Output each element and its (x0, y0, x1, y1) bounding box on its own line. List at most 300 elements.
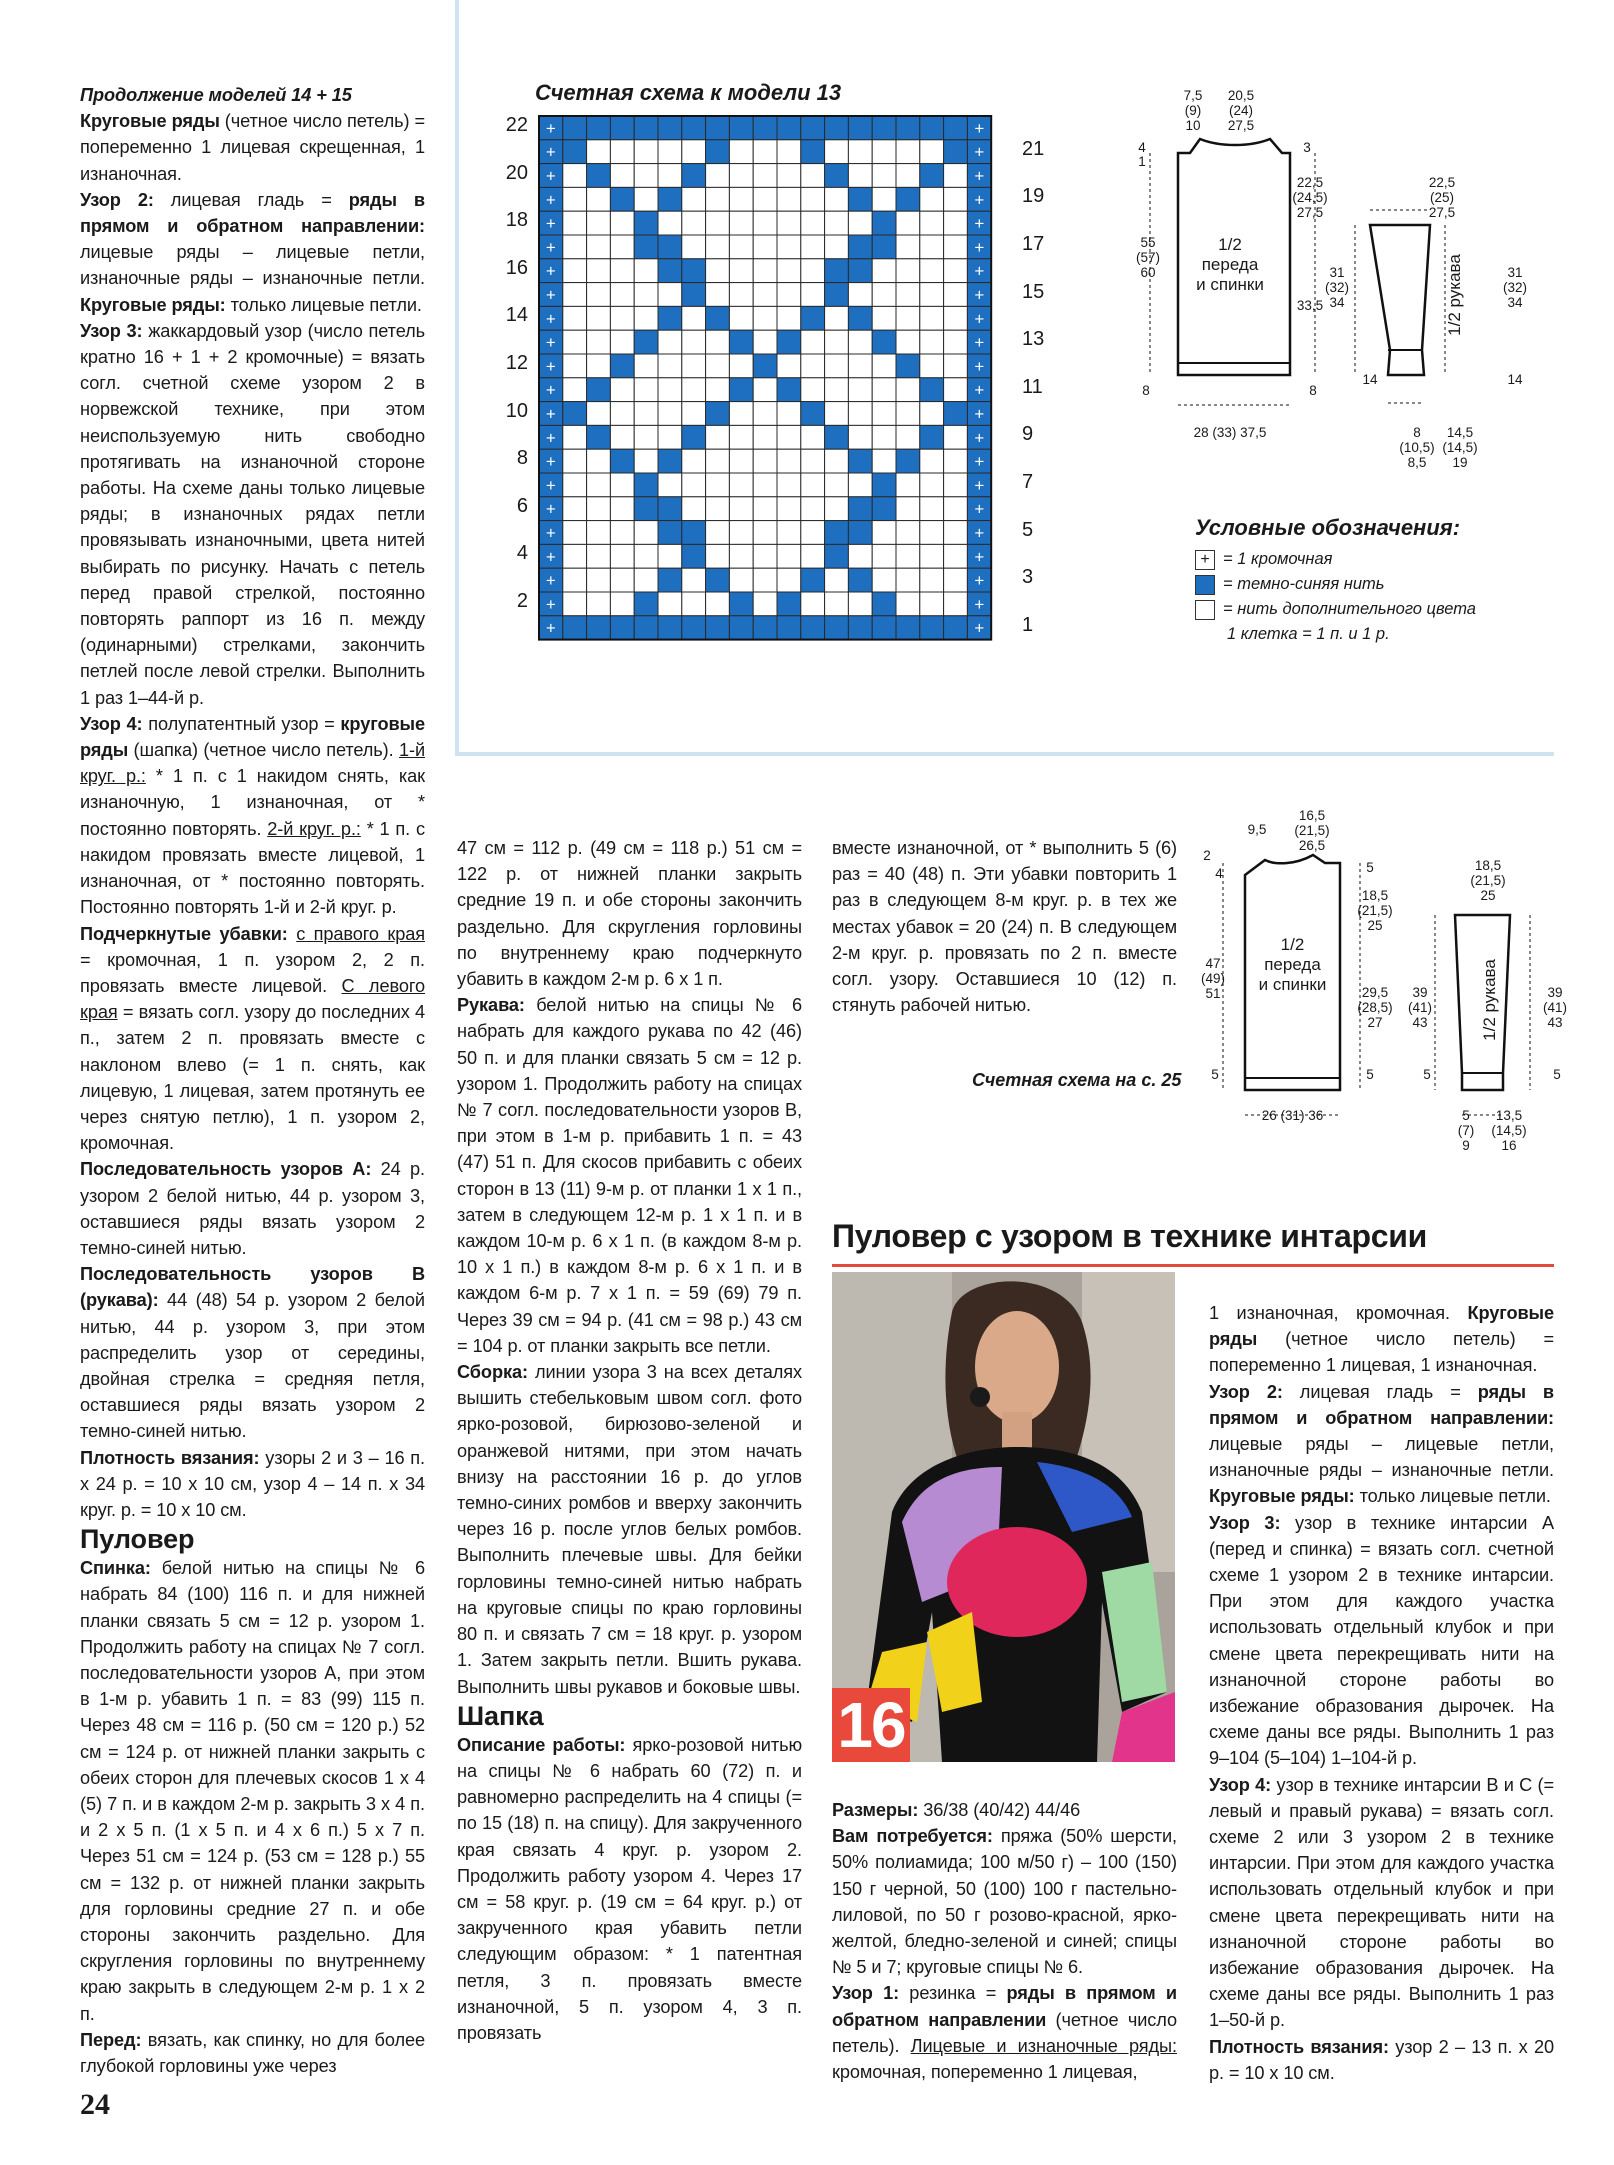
chart-cell (753, 473, 777, 497)
chart-cell (729, 425, 753, 449)
chart-cell (848, 306, 872, 330)
chart-cell (563, 592, 587, 616)
chart-cell (682, 473, 706, 497)
chart-cell (801, 283, 825, 307)
edge-plus-icon: + (974, 618, 985, 638)
chart-cell (920, 259, 944, 283)
chart-cell (801, 378, 825, 402)
s2-cuff-l: 5 (1423, 1067, 1431, 1082)
chart-cell (920, 235, 944, 259)
chart-cell (825, 425, 849, 449)
chart-cell (634, 211, 658, 235)
edge-plus-icon: + (545, 118, 556, 138)
chart-cell (729, 283, 753, 307)
edge-plus-icon: + (974, 428, 985, 448)
chart-cell (658, 544, 682, 568)
chart-cell (753, 116, 777, 140)
white-swatch (1195, 600, 1215, 620)
chart-cell (563, 259, 587, 283)
chart-cell (944, 116, 968, 140)
chart-cell (634, 402, 658, 426)
edge-plus-icon: + (545, 499, 556, 519)
chart-cell (634, 568, 658, 592)
chart-cell (563, 425, 587, 449)
chart-cell (944, 402, 968, 426)
legend-title: Условные обозначения: (1195, 515, 1461, 540)
chart-cell (729, 402, 753, 426)
chart-cell (658, 521, 682, 545)
chart-cell (920, 164, 944, 188)
chart-cell (634, 425, 658, 449)
chart-cell (729, 497, 753, 521)
edge-plus-icon: + (545, 618, 556, 638)
chart-cell (944, 235, 968, 259)
chart-cell (729, 140, 753, 164)
row-label-right: 19 (1022, 185, 1045, 208)
chart-cell (563, 187, 587, 211)
chart-cell (729, 354, 753, 378)
chart-cell (729, 592, 753, 616)
edge-plus-icon: + (974, 380, 985, 400)
chart-cell (706, 402, 730, 426)
chart-cell (944, 330, 968, 354)
s1-sleeve-h-r: 31 (32) 34 (1502, 265, 1527, 310)
chart-cell (563, 473, 587, 497)
chart-cell (848, 378, 872, 402)
chart-cell (753, 283, 777, 307)
chart-cell (658, 259, 682, 283)
chart-cell (706, 187, 730, 211)
chart-cell (920, 425, 944, 449)
chart-cell (753, 521, 777, 545)
s2-shoulder-h: 5 (1366, 860, 1374, 875)
edge-plus-icon: + (545, 309, 556, 329)
column-3: вместе изнаночной, от * выполнить 5 (6) раз = 40 (48) п. Эти убавки повторить 1 раз в следующем 8-м круг. р. в тех же местах убавок = 20 (24) п. В следующем 2-м круг. р. провязать по 2 п. вместе согл. узору. Оставшиеся 10 (12) п. стянуть рабочей нитью. (832, 838, 1177, 1016)
edge-plus-icon: + (974, 475, 985, 495)
chart-cell (587, 592, 611, 616)
chart-cell (944, 568, 968, 592)
chart-cell (610, 116, 634, 140)
edge-plus-icon: + (974, 118, 985, 138)
chart-cell (563, 568, 587, 592)
chart-cell (872, 402, 896, 426)
s1-shoulder-h: 3 (1303, 140, 1311, 155)
chart-cell (944, 449, 968, 473)
chart-cell (706, 354, 730, 378)
chart-cell (706, 616, 730, 640)
row-label-right: 7 (1022, 471, 1034, 493)
chart-cell (825, 378, 849, 402)
chart-cell (682, 568, 706, 592)
chart-cell (896, 592, 920, 616)
chart-cell (777, 497, 801, 521)
edge-plus-icon: + (545, 452, 556, 472)
chart-cell (896, 521, 920, 545)
chart-cell (944, 425, 968, 449)
chart-cell (682, 116, 706, 140)
chart-cell (872, 116, 896, 140)
chart-cell (658, 140, 682, 164)
chart-cell (706, 521, 730, 545)
chart-cell (706, 425, 730, 449)
chart-cell (753, 187, 777, 211)
chart-cell (944, 283, 968, 307)
chart-cell (587, 425, 611, 449)
edge-plus-icon: + (545, 547, 556, 567)
s1-sleeve-h-l: 31 (32) 34 (1324, 265, 1349, 310)
chart-cell (777, 378, 801, 402)
chart-cell (944, 164, 968, 188)
legend-note: 1 клетка = 1 п. и 1 р. (1227, 625, 1390, 643)
chart-cell (634, 521, 658, 545)
chart-cell (634, 544, 658, 568)
chart-cell (825, 354, 849, 378)
chart-cell (944, 497, 968, 521)
chart-cell (896, 354, 920, 378)
s1-body-label: 1/2 переда и спинки (1196, 235, 1264, 294)
chart-cell (777, 330, 801, 354)
chart-cell (825, 592, 849, 616)
chart-cell (682, 544, 706, 568)
chart-cell (872, 497, 896, 521)
chart-cell (801, 425, 825, 449)
chart-cell (658, 116, 682, 140)
chart-cell (920, 330, 944, 354)
chart-cell (872, 259, 896, 283)
chart-cell (753, 211, 777, 235)
column-1: Продолжение моделей 14 + 15 Круговые ряды (четное число петель) = попеременно 1 лицевая скрещенная, 1 изнаночная. Узор 2: лицевая гладь = ряды в прямом и обратном направлении: лицевые ряды – лицевые петли, изнаночные ряды – изнаночные петли. Круговые ряды: только лицевые петли. Узор 3: жаккардовый узор (число петель кратно 16 + 1 + 2 кромочные) = вязать согл. счетной схеме узором 2 в норвежской технике, при этом неиспользуемую нить свободно протягивать на изнаночной стороне работы. На схеме даны только лицевые ряды; в изнаночных рядах петли провязывать изнаночными, цвета нитей выбирать по рисунку. Начать с петель перед правой стрелкой, постоянно повторять раппорт из 16 п. между (одинарными) стрелками, закончить петлей после левой стрелки. Выполнить 1 раз 1–44-й р. Узор 4: полупатентный узор = круговые ряды (шапка) (четное число петель). 1-й круг. р.: * 1 п. с 1 накидом снять, как изнаночную, 1 изнаночная, от * постоянно повторять. 2-й круг. р.: * 1 п. с накидом провязать вместе лицевой, 1 изнаночная, от * постоянно повторять. Постоянно повторять 1-й и 2-й круг. р. Подчеркнутые убавки: с правого края = кромочная, 1 п. узором 2, 2 п. провязать вместе лицевой. С левого края = вязать согл. узору до последних 4 п., затем 2 п. провязать вместе с наклоном влево (= 1 п. снять, как лицевую, 1 лицевая, затем протянуть ее через снятую петлю), 1 п. узором 2, кромочная. Последовательность узоров А: 24 р. узором 2 белой нитью, 44 р. узором 3, оставшиеся ряды вязать узором 2 темно-синей нитью. Последовательность узоров В (рукава): 44 (48) 54 р. узором 2 белой нитью, 44 р. узором 3, при этом распределить узор от середины, двойная стрелка = средняя петля, оставшиеся ряды вязать узором 2 темно-синей нитью. Плотность вязания: узоры 2 и 3 – 16 п. х 24 р. = 10 х 10 см, узор 4 – 14 п. х 34 круг. р. = 10 х 10 см. Пуловер Спинка: белой нитью на спицы № 6 набрать 84 (100) 116 п. и для нижней планки связать 5 см = 12 р. узором 1. Продолжить работу на спицах № 7 согл. последовательности узоров А, при этом в 1-м р. убавить 1 п. = 83 (99) 115 п. Через 48 см = 116 р. (50 см = 120 р.) 52 см = 124 р. от нижней планки закрыть с обеих сторон для плечевых скосов 1 х 4 (5) 7 п. и в каждом 2-м р. закрыть 3 х 4 п. и 2 х 5 п. (1 х 5 п. и 4 х 6 п.) 5 х 7 п. Через 51 см = 124 р. (53 см = 128 р.) 55 см = 132 р. от нижней планки закрыть для горловины средние 27 п. и обе стороны закончить раздельно. Для скругления горловины по внутреннему краю закрыть в следующем 2-м р. 1 х 2 п. Перед: вязать, как спинку, но для более глубокой горловины уже через (80, 82, 425, 2079)
chart-cell (682, 187, 706, 211)
chart-cell (825, 187, 849, 211)
chart-cell (610, 592, 634, 616)
s2-neck-drop2: 4 (1215, 866, 1223, 881)
s1-armhole: 22,5 (24,5) 27,5 (1292, 175, 1328, 220)
chart-cell (753, 497, 777, 521)
chart-cell (872, 211, 896, 235)
chart-cell (777, 235, 801, 259)
chart-cell (634, 330, 658, 354)
chart-cell (825, 616, 849, 640)
chart-cell (610, 283, 634, 307)
chart-cell (634, 164, 658, 188)
chart-cell (658, 473, 682, 497)
chart-cell (682, 425, 706, 449)
chart-cell (872, 378, 896, 402)
chart-cell (825, 140, 849, 164)
chart-title: Счетная схема к модели 13 (535, 80, 842, 105)
chart-cell (777, 283, 801, 307)
edge-plus-icon: + (974, 166, 985, 186)
chart-cell (610, 497, 634, 521)
s1-sleeve-label: 1/2 рукава (1445, 254, 1464, 336)
blue-swatch (1195, 575, 1215, 595)
chart-cell (896, 306, 920, 330)
chart-cell (801, 116, 825, 140)
chart-cell (634, 473, 658, 497)
edge-plus-icon: + (545, 356, 556, 376)
chart-cell (825, 259, 849, 283)
chart-cell (729, 568, 753, 592)
chart-cell (563, 402, 587, 426)
chart-cell (872, 164, 896, 188)
chart-cell (753, 354, 777, 378)
s1-body-height: 55 (57) 60 (1135, 235, 1160, 280)
row-label-left: 8 (516, 447, 528, 470)
chart-cell (729, 187, 753, 211)
chart-cell (658, 497, 682, 521)
chart-cell (706, 544, 730, 568)
chart-cell (920, 283, 944, 307)
chart-cell (872, 592, 896, 616)
edge-plus-icon: + (974, 452, 985, 472)
edge-plus-icon: + (545, 475, 556, 495)
chart-cell (706, 211, 730, 235)
edge-plus-icon: + (974, 190, 985, 210)
chart-cell (848, 187, 872, 211)
chart-cell (801, 449, 825, 473)
chart-cell (944, 211, 968, 235)
row-label-right: 1 (1022, 613, 1034, 636)
row-label-right: 9 (1022, 423, 1034, 446)
chart-cell (801, 497, 825, 521)
chart-cell (801, 592, 825, 616)
edge-plus-icon: + (545, 380, 556, 400)
chart-cell (848, 283, 872, 307)
chart-cell (944, 354, 968, 378)
chart-cell (801, 259, 825, 283)
chart-cell (610, 616, 634, 640)
s2-sleeve-label: 1/2 рукава (1480, 959, 1499, 1041)
chart-cell (825, 449, 849, 473)
chart-cell (848, 235, 872, 259)
chart-cell (753, 616, 777, 640)
chart-cell (634, 592, 658, 616)
chart-cell (634, 116, 658, 140)
chart-cell (706, 259, 730, 283)
chart-cell (682, 354, 706, 378)
s2-sleeve-top: 18,5 (21,5) 25 (1470, 858, 1506, 903)
chart-cell (563, 497, 587, 521)
edge-plus-icon: + (974, 261, 985, 281)
chart-cell (825, 402, 849, 426)
row-label-left: 18 (505, 209, 528, 232)
edge-plus-icon: + (545, 142, 556, 162)
chart-cell (634, 187, 658, 211)
row-label-right: 5 (1022, 518, 1034, 541)
chart-cell (658, 235, 682, 259)
edge-plus-icon: + (974, 571, 985, 591)
chart-cell (729, 449, 753, 473)
chart-cell (658, 616, 682, 640)
chart-cell (872, 425, 896, 449)
chart-cell (872, 235, 896, 259)
chart-cell (682, 592, 706, 616)
chart-cell (801, 473, 825, 497)
chart-cell (920, 402, 944, 426)
chart-cell (563, 378, 587, 402)
chart-cell (682, 521, 706, 545)
edge-plus-icon: + (545, 285, 556, 305)
edge-plus-icon: + (974, 547, 985, 567)
edge-plus-icon: + (545, 214, 556, 234)
chart-cell (801, 544, 825, 568)
chart-cell (563, 116, 587, 140)
chart-cell (729, 306, 753, 330)
edge-plus-icon: + (545, 594, 556, 614)
chart-cell (658, 187, 682, 211)
chart-cell (682, 449, 706, 473)
chart-cell (610, 425, 634, 449)
model-16-title: Пуловер с узором в технике интарсии (832, 1218, 1428, 1254)
chart-cell (944, 259, 968, 283)
chart-cell (872, 306, 896, 330)
chart-cell (658, 283, 682, 307)
chart-cell (658, 402, 682, 426)
s1-sleeve-bottom-a: 8 (10,5) 8,5 (1399, 425, 1435, 470)
legend-item-blue: = темно-синяя нить (1195, 572, 1476, 597)
chart-cell (634, 616, 658, 640)
chart-cell (944, 378, 968, 402)
s1-hem-l: 8 (1142, 383, 1150, 398)
chart-cell (944, 616, 968, 640)
chart-cell (920, 521, 944, 545)
chart-cell (563, 616, 587, 640)
continuation-label: Продолжение моделей 14 + 15 (80, 85, 352, 105)
chart-cell (587, 473, 611, 497)
row-label-left: 20 (505, 161, 528, 184)
chart-cell (729, 378, 753, 402)
chart-cell (872, 473, 896, 497)
chart-cell (920, 592, 944, 616)
edge-plus-icon: + (974, 309, 985, 329)
chart-cell (610, 235, 634, 259)
chart-cell (682, 283, 706, 307)
row-label-right: 11 (1022, 375, 1043, 398)
chart-cell (848, 354, 872, 378)
row-label-left: 2 (516, 590, 528, 612)
chart-cell (777, 116, 801, 140)
s1-neck-drop: 4 (1138, 140, 1146, 155)
chart-cell (848, 425, 872, 449)
chart-cell (920, 473, 944, 497)
chart-cell (872, 283, 896, 307)
chart-cell (610, 330, 634, 354)
chart-cell (896, 140, 920, 164)
chart-cell (920, 140, 944, 164)
chart-cell (753, 449, 777, 473)
edge-plus-icon: + (974, 142, 985, 162)
chart-cell (801, 568, 825, 592)
column-3-bottom: Размеры: 36/38 (40/42) 44/46 Вам потребуется: пряжа (50% шерсти, 50% полиамида; 100 м/50 г) – 100 (150) 150 г черной, 50 (100) 100 г пастельно-лиловой, по 50 г розово-красной, ярко-желтой, бледно-зеленой и синей; спицы № 5 и 7; круговые спицы № 6. Узор 1: резинка = ряды в прямом и обратном направлении (четное число петель). Лицевые и изнаночные ряды: кромочная, попеременно 1 лицевая, (832, 1800, 1177, 2083)
chart-cell (896, 187, 920, 211)
chart-cell (801, 164, 825, 188)
chart-cell (729, 330, 753, 354)
edge-plus-icon: + (974, 333, 985, 353)
chart-cell (896, 544, 920, 568)
s2-side: 29,5 (28,5) 27 (1357, 985, 1393, 1030)
chart-cell (706, 330, 730, 354)
chart-cell (610, 259, 634, 283)
chart-cell (848, 544, 872, 568)
chart-cell (610, 544, 634, 568)
chart-cell (706, 592, 730, 616)
chart-cell (587, 402, 611, 426)
chart-cell (753, 592, 777, 616)
chart-cell (658, 306, 682, 330)
edge-plus-icon: + (545, 523, 556, 543)
edge-plus-icon: + (974, 594, 985, 614)
chart-cell (920, 568, 944, 592)
chart-cell (753, 402, 777, 426)
chart-cell (587, 259, 611, 283)
chart-cell (634, 497, 658, 521)
chart-cell (658, 164, 682, 188)
chart-cell (777, 473, 801, 497)
chart-cell (634, 449, 658, 473)
chart-cell (777, 306, 801, 330)
row-label-left: 16 (505, 256, 528, 279)
edge-plus-icon: + (545, 404, 556, 424)
chart-cell (682, 616, 706, 640)
chart-cell (729, 473, 753, 497)
s2-shoulder-width: 16,5 (21,5) 26,5 (1294, 808, 1330, 853)
chart-cell (729, 259, 753, 283)
page-number: 24 (80, 2088, 110, 2121)
chart-cell (777, 592, 801, 616)
chart-cell (920, 616, 944, 640)
chart-cell (682, 259, 706, 283)
chart-cell (848, 259, 872, 283)
chart-cell (682, 140, 706, 164)
legend-item-white: = нить дополнительного цвета (1195, 597, 1476, 622)
chart-cell (825, 497, 849, 521)
chart-cell (729, 116, 753, 140)
chart-cell (753, 140, 777, 164)
row-label-right: 3 (1022, 566, 1034, 589)
s1-side: 33,5 (1296, 298, 1324, 313)
s2-body-label: 1/2 переда и спинки (1258, 935, 1327, 994)
chart-cell (634, 354, 658, 378)
edge-plus-icon: + (545, 166, 556, 186)
s2-hem-l: 5 (1211, 1067, 1219, 1082)
chart-cell (777, 544, 801, 568)
chart-cell (920, 544, 944, 568)
chart-cell (825, 164, 849, 188)
s2-body-height: 47 (49) 51 (1200, 956, 1225, 1001)
chart-cell (825, 306, 849, 330)
chart-cell (801, 211, 825, 235)
chart-cell (587, 211, 611, 235)
chart-cell (634, 306, 658, 330)
chart-cell (682, 402, 706, 426)
chart-cell (848, 473, 872, 497)
s1-hem-r: 8 (1309, 383, 1317, 398)
chart-cell (587, 449, 611, 473)
model-number-badge: 16 (832, 1688, 910, 1762)
column-4: 1 изнаночная, кромочная. Круговые ряды (четное число петель) = попеременно 1 лицевая, 1 изнаночная. Узор 2: лицевая гладь = ряды в прямом и обратном направлении: лицевые ряды – лицевые петли, изнаночные ряды – изнаночные петли. Круговые ряды: только лицевые петли. Узор 3: узор в технике интарсии А (перед и спинка) = вязать согл. счетной схеме 1 узором 2 в технике интарсии. При этом для каждого участка использовать отдельный клубок и при смене цвета перекрещивать нити на изнаночной стороне работы во избежание образования дырочек. На схеме даны все ряды. Выполнить 1 раз 9–104 (5–104) 1–104-й р. Узор 4: узор в технике интарсии В и С (= левый и правый рукава) = вязать согл. схеме 2 или 3 узором 2 в технике интарсии. При этом для каждого участка использовать отдельный клубок и при смене цвета перекрещивать нити на изнаночной стороне работы во избежание образования дырочек. На схеме даны все ряды. Выполнить 1 раз 1–50-й р. Плотность вязания: узор 2 – 13 п. х 20 р. = 10 х 10 см. (1209, 1303, 1554, 2083)
chart-cell (920, 187, 944, 211)
chart-cell (777, 449, 801, 473)
chart-cell (825, 544, 849, 568)
chart-cell (634, 140, 658, 164)
chart-cell (896, 449, 920, 473)
s1-cuff-r: 14 (1507, 372, 1523, 387)
edge-plus-icon: + (974, 499, 985, 519)
chart-cell (634, 259, 658, 283)
chart-cell (587, 544, 611, 568)
chart-cell (587, 330, 611, 354)
edge-plus-icon: + (545, 237, 556, 257)
